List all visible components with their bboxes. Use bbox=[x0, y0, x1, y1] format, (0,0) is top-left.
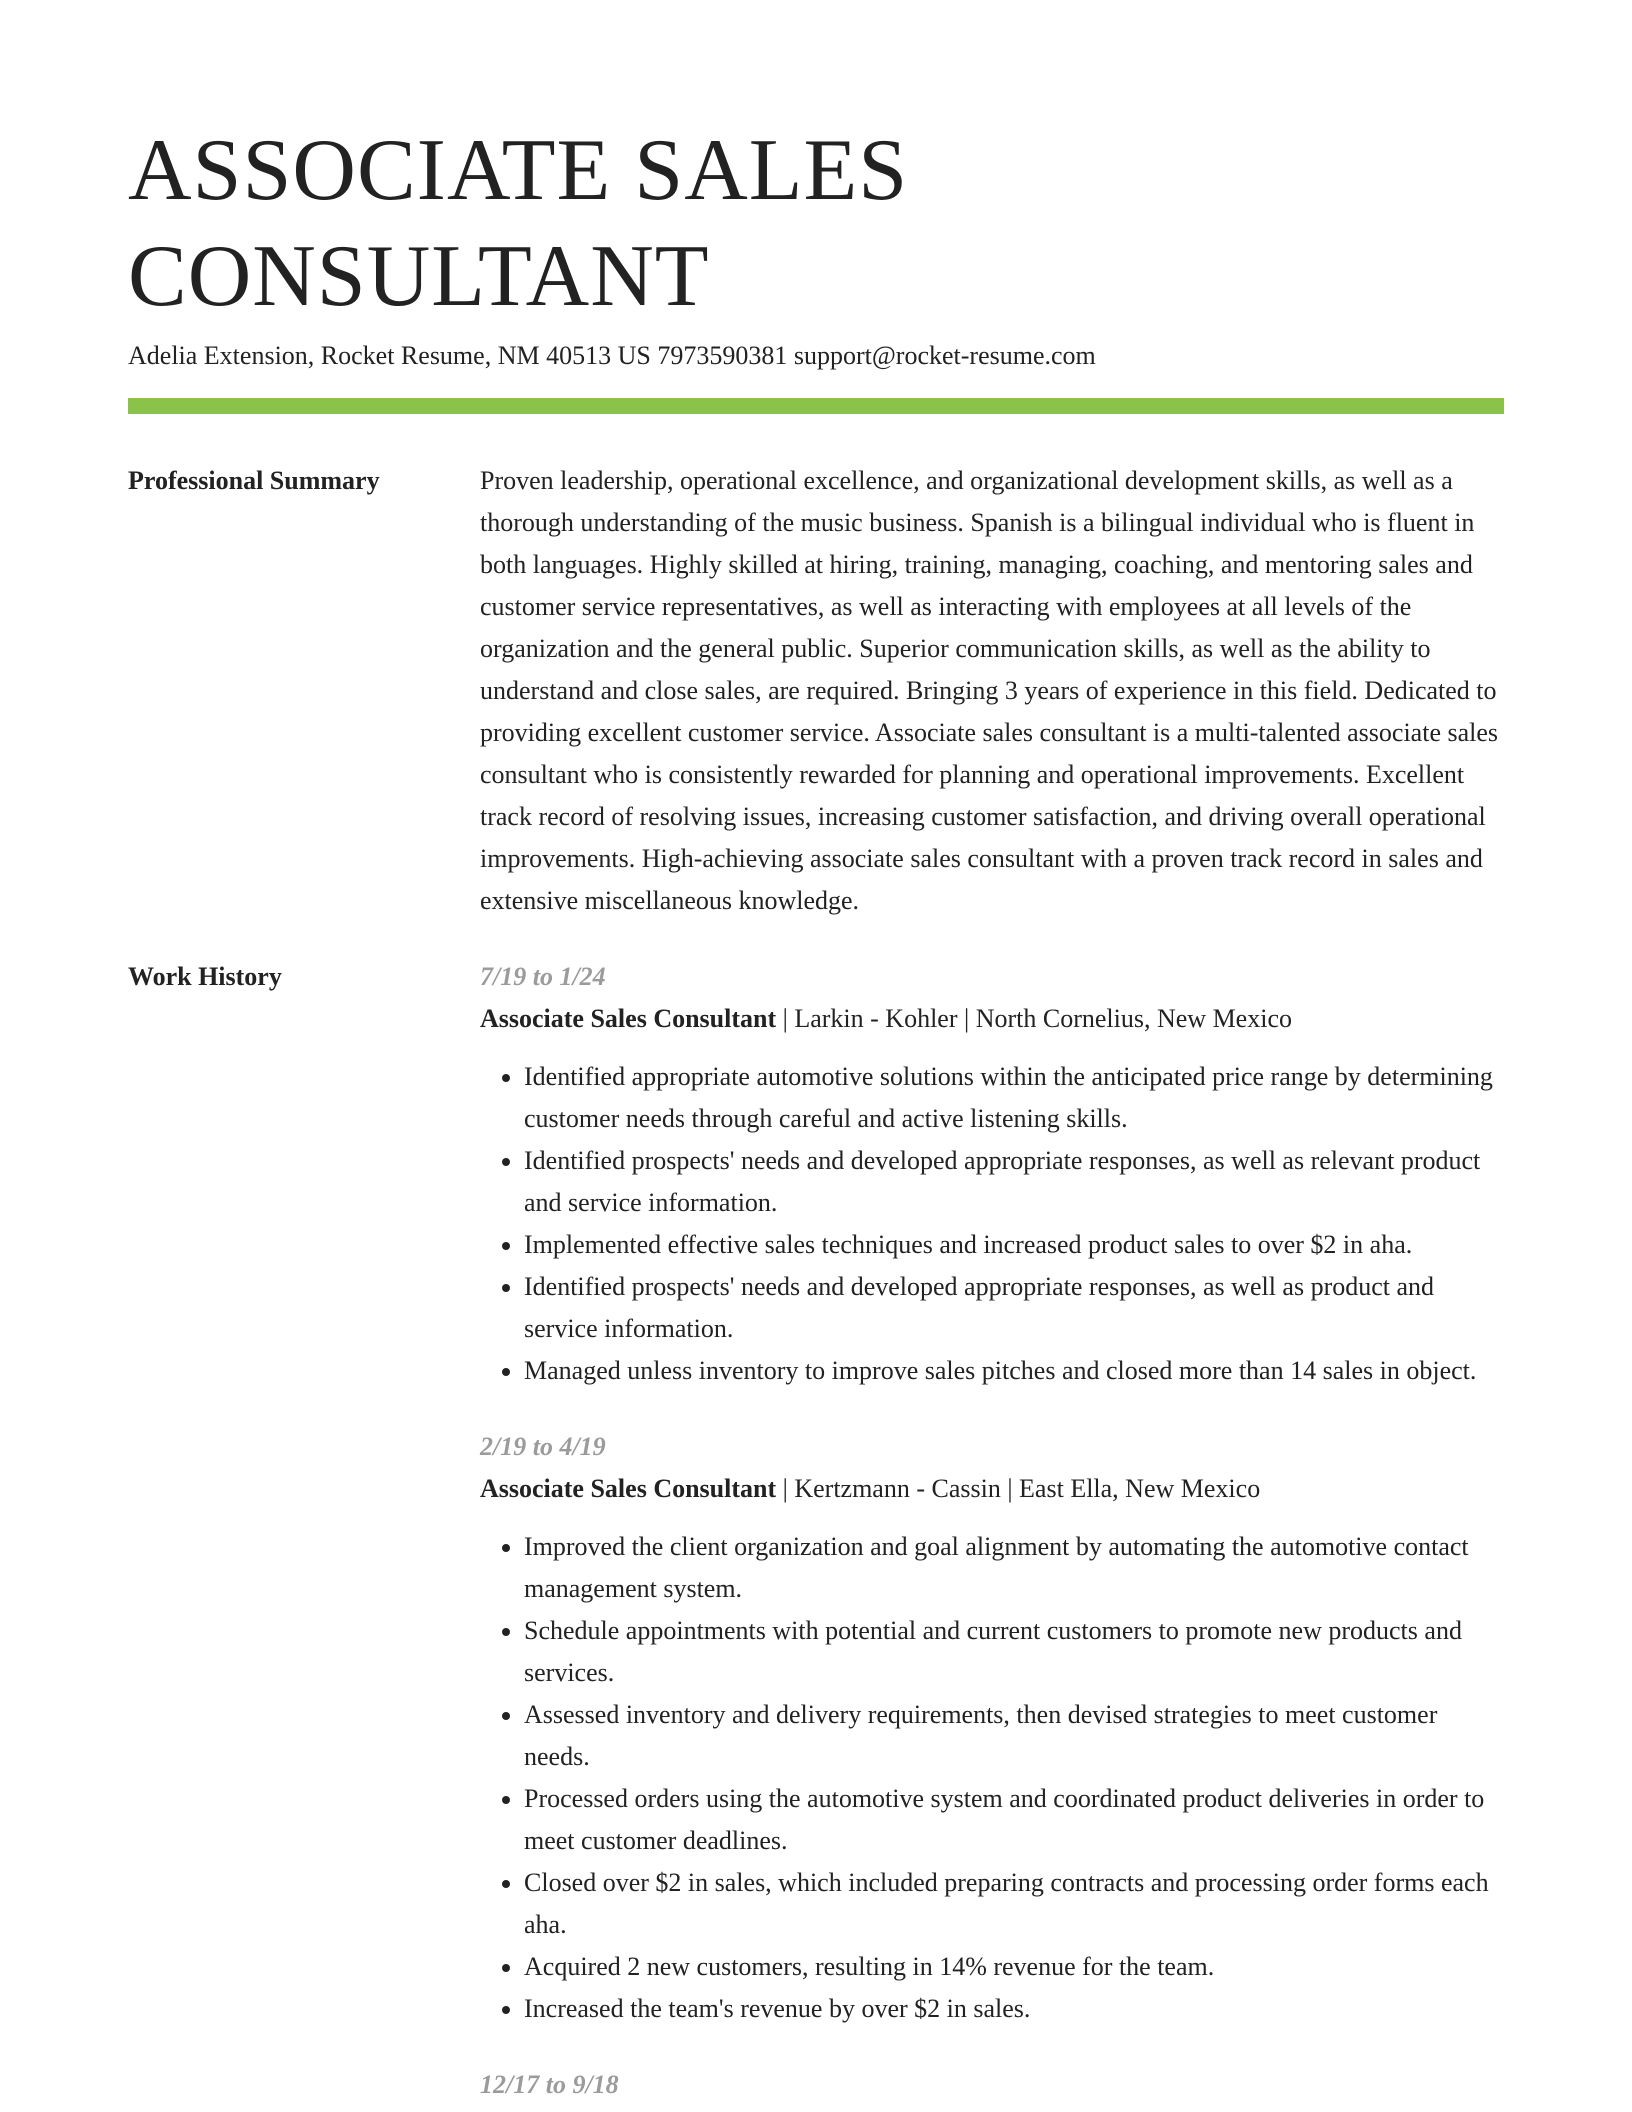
job-heading bbox=[480, 1468, 1504, 1510]
job-details: | Larkin - Kohler | North Cornelius, New Mexico bbox=[776, 1004, 1292, 1033]
job-bullet: • Increased the team's revenue by over $2 in sales. bbox=[524, 1988, 1504, 2030]
job-entry bbox=[480, 1426, 1504, 2030]
resume-title: ASSOCIATE SALES CONSULTANT bbox=[128, 122, 909, 325]
job-heading bbox=[480, 998, 1504, 1040]
job-bullet: • Assessed inventory and delivery requirements, then devised strategies to meet customer needs. bbox=[524, 1694, 1504, 1778]
work-history-body bbox=[480, 956, 1504, 2106]
work-history-section bbox=[128, 956, 1504, 2106]
job-bullets bbox=[480, 1526, 1504, 2030]
section-label-work-history: Work History bbox=[128, 962, 282, 991]
job-bullet: • Closed over $2 in sales, which included preparing contracts and processing order forms each aha. bbox=[524, 1862, 1504, 1946]
contact-address: Adelia Extension, Rocket Resume, NM 40513 US bbox=[128, 341, 651, 370]
job-dates: 7/19 to 1/24 bbox=[480, 962, 606, 991]
contact-phone: 7973590381 bbox=[657, 341, 788, 370]
professional-summary-section bbox=[128, 460, 1504, 922]
job-entry bbox=[480, 956, 1504, 1392]
job-dates: 12/17 to 9/18 bbox=[480, 2070, 619, 2099]
contact-email: support@rocket-resume.com bbox=[793, 341, 1096, 370]
job-bullet: • Identified prospects' needs and developed appropriate responses, as well as relevant product and service information. bbox=[524, 1140, 1504, 1224]
job-bullet: • Managed unless inventory to improve sales pitches and closed more than 14 sales in object. bbox=[524, 1350, 1504, 1392]
job-bullet: • Schedule appointments with potential and current customers to promote new products and services. bbox=[524, 1610, 1504, 1694]
header-divider bbox=[128, 398, 1504, 414]
job-bullets bbox=[480, 1056, 1504, 1392]
job-title: Associate Sales Consultant bbox=[480, 1004, 777, 1033]
contact-line bbox=[128, 338, 1504, 374]
section-label-summary: Professional Summary bbox=[128, 466, 380, 495]
job-bullet: • Identified appropriate automotive solutions within the anticipated price range by determining customer needs through careful and active listening skills. bbox=[524, 1056, 1504, 1140]
job-bullet: • Acquired 2 new customers, resulting in 14% revenue for the team. bbox=[524, 1946, 1504, 1988]
job-title: Associate Sales Consultant bbox=[480, 1474, 777, 1503]
job-bullet: • Identified prospects' needs and developed appropriate responses, as well as product and service information. bbox=[524, 1266, 1504, 1350]
job-bullet: • Processed orders using the automotive system and coordinated product deliveries in order to meet customer deadlines. bbox=[524, 1778, 1504, 1862]
summary-body bbox=[480, 460, 1504, 922]
job-entry bbox=[480, 2064, 1504, 2106]
resume-page bbox=[128, 118, 1504, 2106]
job-bullet: • Improved the client organization and goal alignment by automating the automotive contact management system. bbox=[524, 1526, 1504, 1610]
job-dates: 2/19 to 4/19 bbox=[480, 1432, 606, 1461]
job-bullet: • Implemented effective sales techniques and increased product sales to over $2 in aha. bbox=[524, 1224, 1504, 1266]
summary-text: Proven leadership, operational excellence, and organizational development skills, as well as a thorough understanding of the music business. Spanish is a bilingual individual who is fluent in both languages. Highly skilled at hiring, training, managing, coaching, and mentoring sales and customer service representatives, as well as interacting with employees at all levels of the organization and the general public. Superior communication skills, as well as the ability to understand and close sales, are required. Bringing 3 years of experience in this field. Dedicated to providing excellent customer service. Associate sales consultant is a multi-talented associate sales consultant who is consistently rewarded for planning and operational improvements. Excellent track record of resolving issues, increasing customer satisfaction, and driving overall operational improvements. High-achieving associate sales consultant with a proven track record in sales and extensive miscellaneous knowledge. bbox=[480, 466, 1499, 915]
job-details: | Kertzmann - Cassin | East Ella, New Mexico bbox=[776, 1474, 1261, 1503]
